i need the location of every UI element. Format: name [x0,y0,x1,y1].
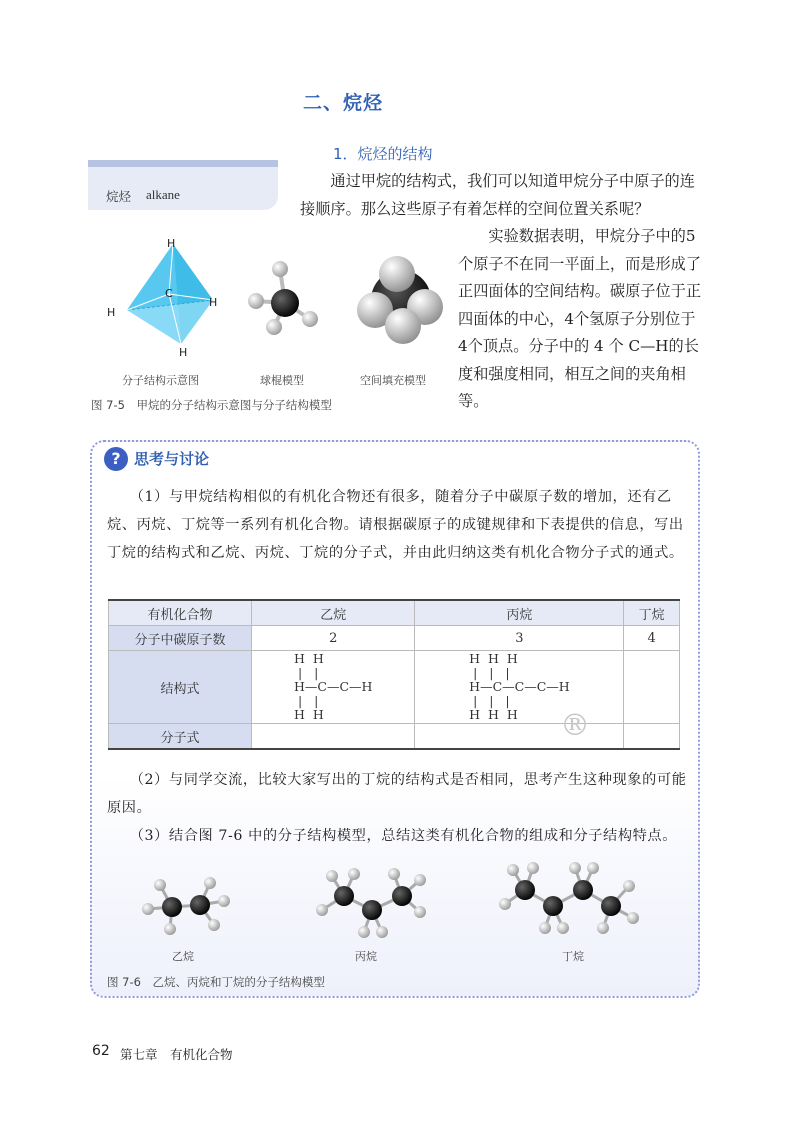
label-h-left: H [107,306,116,319]
ethane-model [130,865,240,940]
figure-7-6-caption: 图 7-6 乙烷、丙烷和丁烷的分子结构模型 [107,975,325,989]
subcaption-structure-diagram: 分子结构示意图 [122,374,199,387]
label-c-center: C [165,287,173,300]
table-cell: 2 [252,626,415,651]
think-discuss-title: 思考与讨论 [134,450,210,468]
figure-7-5-caption: 图 7-5 甲烷的分子结构示意图与分子结构模型 [91,398,332,412]
label-butane: 丁烷 [562,950,584,963]
question-2: （2）与同学交流，比较大家写出的丁烷的结构式是否相同，思考产生这种现象的可能原因。 [107,772,687,816]
paragraph-methane-structure: 实验数据表明，甲烷分子中的5个原子不在同一平面上，而是形成了正四面体的空间结构。碳原子位于正四面体的中心，4个氢原子分别位于4个顶点。分子中的 4 个 C—H的长度和强度相同，相互之间的夹角相等。 [458,227,701,410]
table-cell [415,651,624,724]
question-1: （1）与甲烷结构相似的有机化合物还有很多，随着分子中碳原子数的增加，还有乙烷、丙烷、丁烷等一系列有机化合物。请根据碳原子的成键规律和下表提供的信息，写出丁烷的结构式和乙烷、丙烷、丁烷的分子式，并由此归纳这类有机化合物分子式的通式。 [107,489,684,561]
chapter-title: 第七章 有机化合物 [120,1047,233,1062]
ethane-structure-formula: H H | | H—C—C—H | | H H [294,650,373,722]
propane-structure-formula: H H H | | | H—C—C—C—H | | | H H H [469,650,570,722]
table-cell: 3 [415,626,624,651]
label-propane: 丙烷 [355,950,377,963]
label-h-bottom: H [179,346,188,359]
propane-model [310,860,440,940]
table-cell: 4 [624,626,680,651]
table-cell: 分子中碳原子数 [109,626,252,651]
label-h-top: H [167,237,176,250]
subcaption-space-filling: 空间填充模型 [360,374,426,387]
table-cell [252,724,415,750]
glossary-term-en: alkane [146,187,180,202]
page-number: 62 [92,1043,110,1059]
question-icon: ? [104,447,128,471]
table-header-cell: 乙烷 [252,600,415,626]
table-cell: 结构式 [109,651,252,724]
table-row [109,651,680,724]
table-cell [624,724,680,750]
question-3: （3）结合图 7-6 中的分子结构模型，总结这类有机化合物的组成和分子结构特点。 [129,828,677,844]
label-h-right: H [209,296,218,309]
table-cell [624,651,680,724]
section-title: 二、烷烃 [303,92,384,114]
table-cell [415,724,624,750]
glossary-box [88,160,278,210]
paragraph-intro: 通过甲烷的结构式，我们可以知道甲烷分子中原子的连接顺序。那么这些原子有着怎样的空间位置关系呢？ [300,172,695,218]
methane-tetrahedron-diagram [95,232,235,364]
butane-model [495,858,645,940]
methane-space-filling-model [355,252,445,347]
watermark: ® [560,708,590,743]
label-ethane: 乙烷 [172,950,194,963]
glossary-term-zh: 烷烃 [106,189,132,204]
subsection-title: 1．烷烃的结构 [333,145,433,163]
table-row [109,626,680,651]
table-cell [252,651,415,724]
methane-ball-stick-model [240,255,330,345]
table-header-cell: 丙烷 [415,600,624,626]
table-header-cell: 丁烷 [624,600,680,626]
table-cell: 分子式 [109,724,252,750]
subcaption-ball-stick: 球棍模型 [260,374,304,387]
table-row [109,724,680,750]
alkane-table [108,599,680,750]
table-header-cell: 有机化合物 [109,600,252,626]
table-header-row [109,600,680,626]
